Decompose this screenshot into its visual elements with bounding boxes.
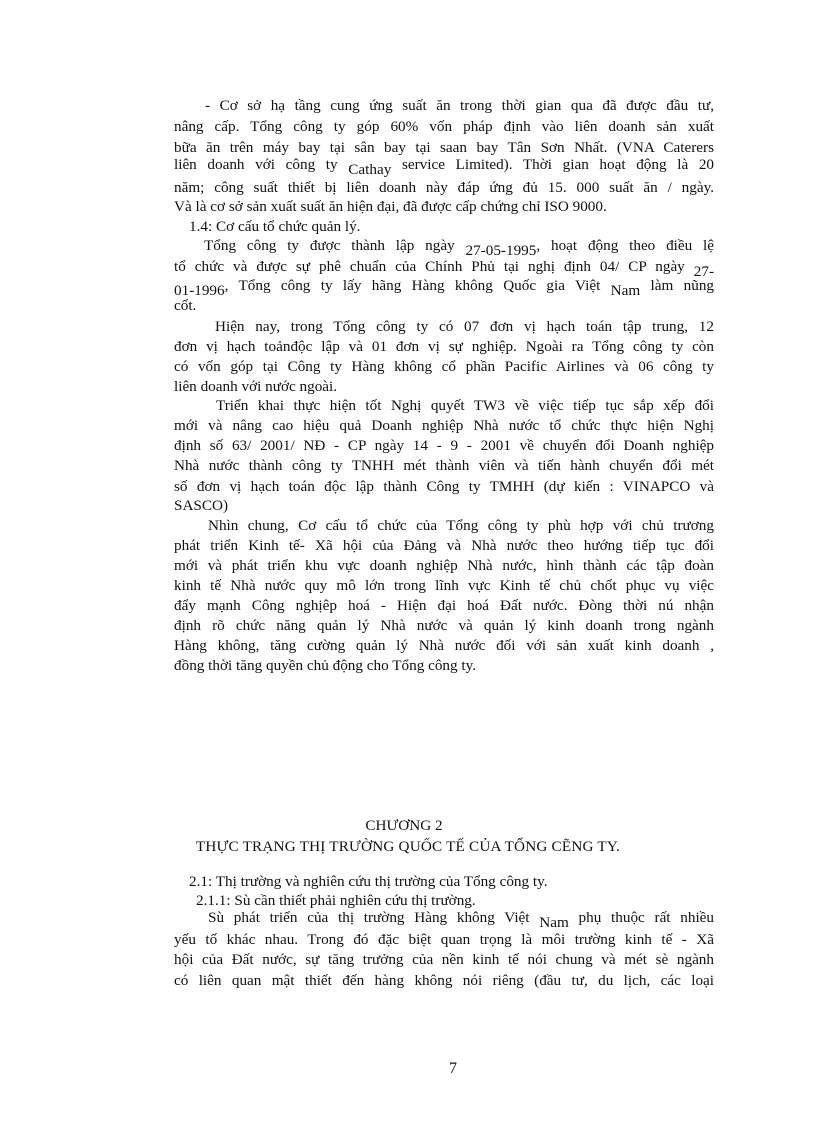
text-line — [174, 276, 715, 299]
text-line: cốt. — [174, 297, 197, 314]
text-line: định rõ chức năng quản lý Nhà nước và quản lý kinh doanh trong ngành — [174, 617, 714, 634]
text-run: Cathay — [348, 161, 392, 178]
text-run: , Tổng công ty lấy hãng Hàng không Quốc gia Việt — [224, 277, 601, 294]
text-line: hội của Đất nước, sự tăng trưởng của nền kinh tế nói chung và mét sè ngành — [174, 951, 714, 968]
text-line: yếu tố khác nhau. Trong đó đặc biệt quan trọng là môi trường kinh tế - Xã — [174, 931, 714, 948]
text-run: Nam — [610, 282, 641, 299]
text-line: Nhà nước thành công ty TNHH mét thành viên và tiến hành chuyển đổi mét — [174, 457, 714, 474]
text-line: liên doanh với nước ngoài. — [174, 378, 338, 395]
text-line: đẩy mạnh Công nghịêp hoá - Hiện đại hoá Đất nước. Đòng thời nú nhận — [174, 597, 714, 614]
text-line: kinh tế Nhà nước quy mô lớn trong lĩnh vực Kinh tế chủ chốt phục vụ việc — [174, 577, 714, 594]
text-line: mới và phát triển khu vực doanh nghiệp Nhà nước, hình thành các tập đoàn — [174, 557, 714, 574]
text-run: , hoạt động theo điều lệ — [536, 237, 715, 254]
text-run: làm nũng — [650, 277, 715, 294]
text-run: Nam — [539, 914, 569, 931]
text-line: SASCO) — [174, 497, 229, 514]
text-line: Và là cơ sở sản xuất suất ăn hiện đại, đã được cấp chứng chỉ ISO 9000. — [174, 198, 607, 215]
text-line: phát triển Kinh tế- Xã hội của Đảng và Nhà nước theo hướng tiếp tục đổi — [174, 537, 714, 554]
text-line: định số 63/ 2001/ NĐ - CP ngày 14 - 9 - 2001 về chuyển đổi Doanh nghiệp — [174, 437, 714, 454]
text-run: service Limited). Thời gian hoạt động là 20 — [401, 156, 715, 173]
section-heading: 1.4: Cơ cấu tổ chức quản lý. — [189, 218, 361, 235]
text-line — [208, 908, 715, 931]
text-line: mới và nâng cao hiệu quả Doanh nghiệp Nhà nước tổ chức thực hiện Nghị — [174, 417, 714, 434]
text-line: Hiện nay, trong Tổng công ty có 07 đơn vị hạch toán tập trung, 12 — [215, 318, 714, 335]
text-run: Sù phát triển của thị trường Hàng không Việt — [208, 909, 530, 926]
text-line — [204, 236, 715, 259]
text-run: Tổng công ty được thành lập ngày — [204, 237, 455, 254]
text-line: có liên quan mật thiết đến hàng không nói riêng (đầu tư, du lịch, các loại — [174, 972, 714, 989]
text-line: đơn vị hạch toảnđộc lập và 01 đơn vị sự nghiệp. Ngoài ra Tổng công ty còn — [174, 338, 714, 355]
text-line — [174, 257, 714, 280]
text-line: nâng cấp. Tổng công ty góp 60% vốn pháp định vào liên doanh sản xuất — [174, 118, 714, 135]
chapter-title: THỰC TRẠNG THỊ TRƯỜNG QUỐC TẾ CỦA TỔNG CẼNG TY. — [195, 838, 621, 855]
text-line: bữa ăn trên máy bay tại sân bay tại saan bay Tân Sơn Nhất. (VNA Caterers — [174, 139, 714, 156]
section-heading: 2.1: Thị trường và nghiên cứu thị trường của Tổng công ty. — [189, 873, 548, 890]
text-line: đồng thời tăng quyền chủ động cho Tổng công ty. — [174, 657, 477, 674]
text-line: Nhìn chung, Cơ cấu tổ chức của Tổng công ty phù hợp với chủ trương — [208, 517, 714, 534]
text-run: 27-05-1995 — [465, 242, 537, 259]
subsection-heading: 2.1.1: Sù cần thiết phải nghiên cứu thị trường. — [196, 892, 476, 909]
chapter-number — [0, 817, 816, 835]
text-line: có vốn góp tại Công ty Hàng không cổ phần Pacific Airlines và 06 công ty — [174, 358, 714, 375]
chapter-number-text: CHƯƠNG 2 — [365, 817, 443, 834]
text-line — [174, 155, 715, 178]
text-line: Hàng không, tăng cường quản lý Nhà nước đối với sản xuất kinh doanh , — [174, 637, 714, 654]
text-run: liên doanh với công ty — [174, 156, 338, 173]
text-run: 27- — [693, 263, 714, 280]
text-run: 01-1996 — [174, 282, 225, 299]
text-line: Triển khai thực hiện tốt Nghị quyết TW3 về việc tiếp tục sắp xếp đổi — [216, 397, 714, 414]
page-number: 7 — [449, 1060, 457, 1077]
text-line: - Cơ sở hạ tầng cung ứng suất ăn trong thời gian qua đã được đầu tư, — [205, 97, 714, 114]
text-run: tổ chức và được sự phê chuẩn của Chính Phủ tại nghị định 04/ CP ngày — [174, 258, 685, 275]
text-line: số đơn vị hạch toán độc lập thành Công ty TMHH (dự kiến : VINAPCO và — [174, 478, 714, 495]
text-run: phụ thuộc rất nhiều — [578, 909, 715, 926]
text-line: năm; công suất thiết bị liên doanh này đáp ứng đủ 15. 000 suất ăn / ngày. — [174, 179, 714, 196]
